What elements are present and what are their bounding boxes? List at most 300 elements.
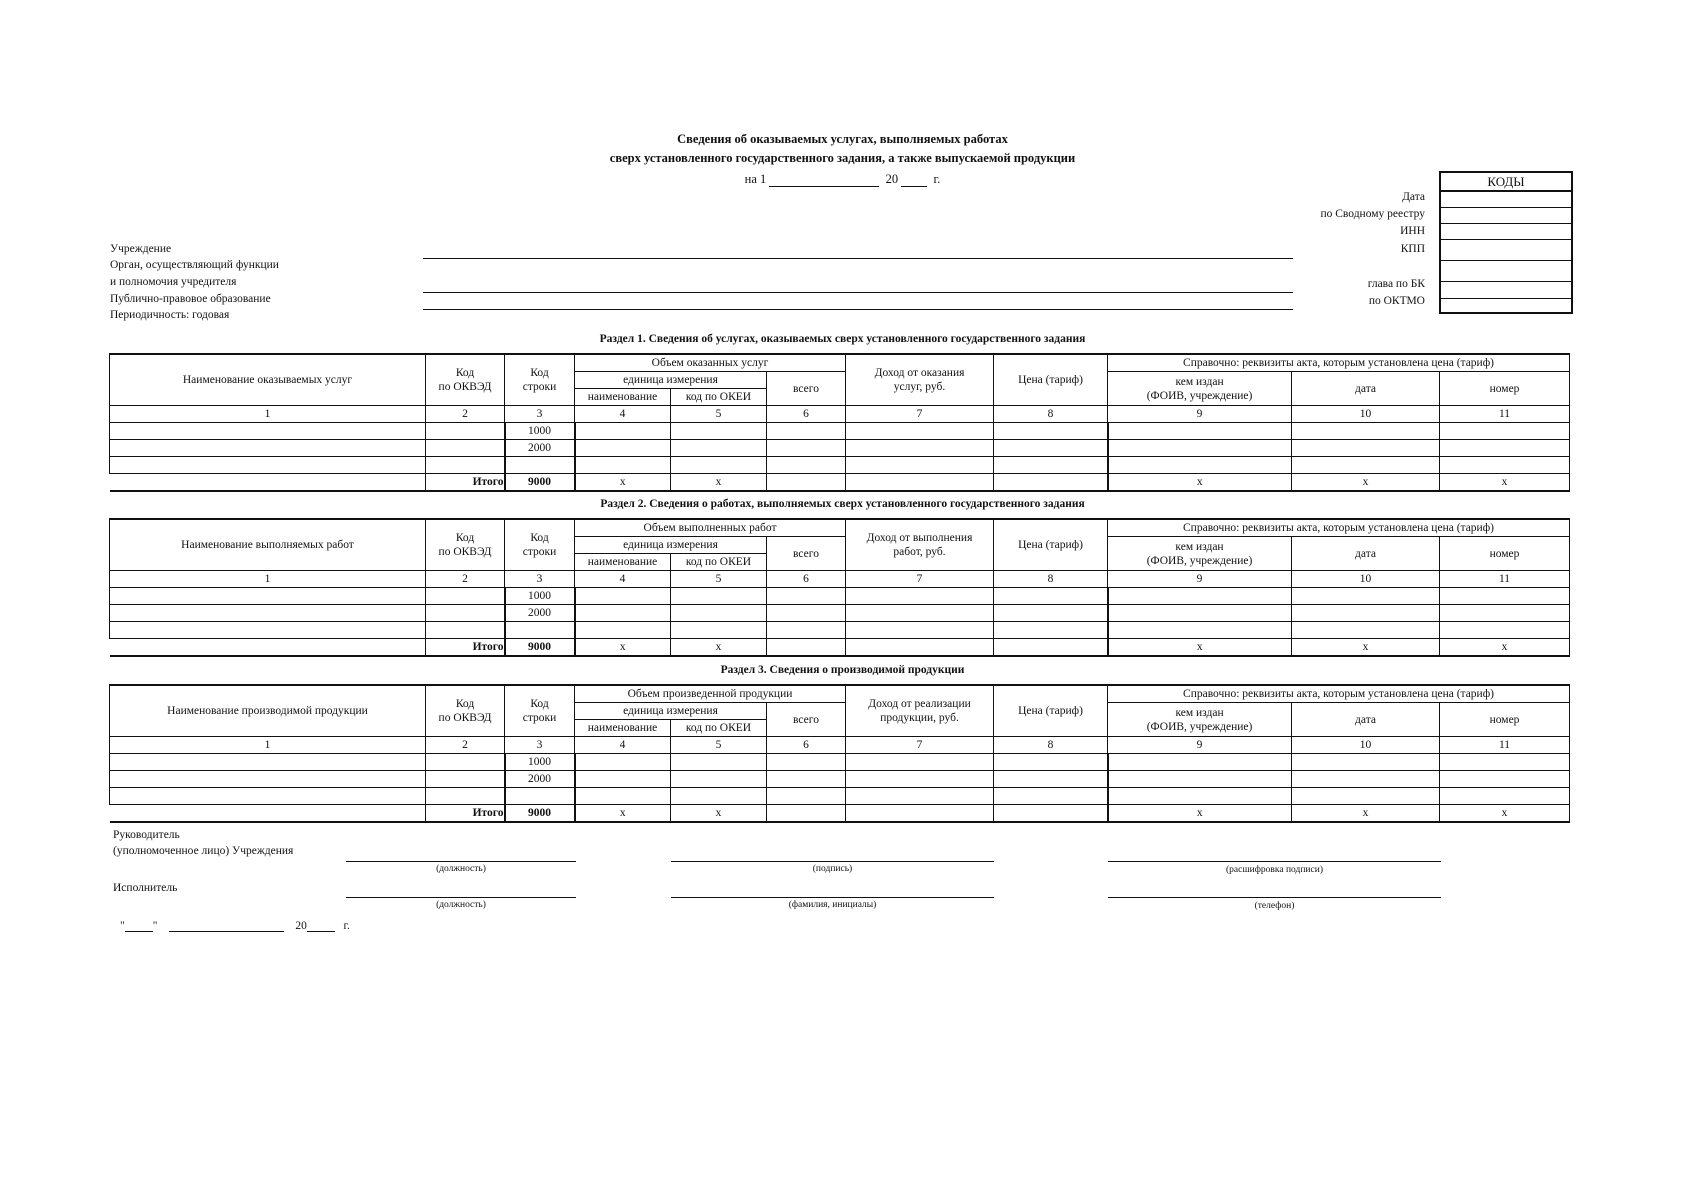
table-cell[interactable] [110, 457, 426, 474]
table-cell[interactable] [846, 605, 994, 622]
table-cell[interactable] [575, 754, 671, 771]
table-cell[interactable] [426, 771, 505, 788]
table-cell[interactable] [767, 622, 846, 639]
table-cell[interactable] [1292, 788, 1440, 805]
table-cell[interactable] [671, 788, 767, 805]
code-label-date: Дата [1402, 191, 1425, 203]
table-cell[interactable] [767, 788, 846, 805]
table-row [110, 771, 1570, 788]
table-cell[interactable] [846, 788, 994, 805]
table-cell[interactable] [1108, 588, 1292, 605]
table-cell[interactable] [575, 440, 671, 457]
total-volume-header: всего [767, 372, 846, 406]
price-header: Цена (тариф) [994, 354, 1108, 406]
table-cell [505, 788, 575, 805]
issued-by-line1: кем издан [1175, 540, 1224, 553]
line-code-header [505, 519, 575, 571]
table-cell[interactable] [110, 622, 426, 639]
column-number: 11 [1440, 571, 1570, 588]
income-header-line2: услуг, руб. [893, 381, 946, 393]
column-number: 1 [110, 737, 426, 754]
executor-label: Исполнитель [113, 882, 178, 894]
date-suffix: г. [933, 172, 941, 186]
code-cell-inn[interactable] [1441, 224, 1571, 240]
okved-header-line2: по ОКВЭД [438, 712, 492, 724]
head-decoding-field[interactable] [1108, 861, 1441, 862]
table-cell[interactable] [575, 423, 671, 440]
form-title-line2: сверх установленного государственного задания, а также выпускаемой продукции [609, 151, 1076, 165]
section-3-table [109, 684, 1570, 823]
name-header: Наименование оказываемых услуг [110, 354, 426, 406]
table-cell[interactable] [110, 771, 426, 788]
x-mark: x [575, 639, 671, 657]
date-day-month-field[interactable] [769, 174, 879, 187]
reference-header: Справочно: реквизиты акта, которым установлена цена (тариф) [1108, 354, 1570, 372]
table-cell[interactable] [1440, 457, 1570, 474]
table-cell[interactable] [575, 457, 671, 474]
head-signature-field[interactable] [671, 861, 994, 862]
column-number: 8 [994, 406, 1108, 423]
column-number: 5 [671, 571, 767, 588]
line-code-header-line2: строки [522, 712, 557, 724]
code-label-kpp: КПП [1400, 243, 1425, 255]
table-cell[interactable] [994, 423, 1108, 440]
column-number: 8 [994, 737, 1108, 754]
table-cell[interactable] [767, 440, 846, 457]
line-code-header [505, 685, 575, 737]
total-row [110, 639, 1570, 657]
volume-header: Объем произведенной продукции [575, 685, 846, 703]
table-cell[interactable] [1440, 788, 1570, 805]
code-label-inn: ИНН [1400, 225, 1425, 237]
column-number: 1 [110, 571, 426, 588]
table-cell[interactable] [1108, 622, 1292, 639]
code-label-registry: по Сводному реестру [1320, 208, 1425, 220]
table-row [110, 788, 1570, 805]
executor-position-field[interactable] [346, 897, 576, 898]
code-cell-registry[interactable] [1441, 208, 1571, 224]
section-2-title: Раздел 2. Сведения о работах, выполняемых сверх установленного государственного задания [600, 498, 1085, 510]
head-label-2: (уполномоченное лицо) Учреждения [113, 845, 294, 857]
column-number: 7 [846, 571, 994, 588]
table-cell[interactable] [426, 605, 505, 622]
okved-header [426, 519, 505, 571]
table-cell[interactable] [767, 771, 846, 788]
column-number: 5 [671, 737, 767, 754]
issued-by-header [1108, 703, 1292, 737]
income-header-line2: работ, руб. [893, 546, 946, 558]
table-cell[interactable] [671, 423, 767, 440]
act-date-header: дата [1292, 703, 1440, 737]
table-cell[interactable] [575, 588, 671, 605]
date-year-prefix: 20 [885, 172, 899, 186]
table-cell[interactable] [846, 440, 994, 457]
volume-header: Объем оказанных услуг [575, 354, 846, 372]
executor-name-field[interactable] [671, 897, 994, 898]
line-code-header [505, 354, 575, 406]
section-1-table [109, 353, 1570, 492]
report-date [0, 172, 1685, 187]
table-row [110, 622, 1570, 639]
executor-name-caption: (фамилия, инициалы) [788, 900, 877, 910]
column-number: 10 [1292, 406, 1440, 423]
sign-year-suffix: г. [343, 920, 350, 932]
column-number: 7 [846, 737, 994, 754]
column-number: 3 [505, 571, 575, 588]
table-cell[interactable] [994, 754, 1108, 771]
table-cell[interactable] [994, 788, 1108, 805]
unit-header: единица измерения [575, 372, 767, 389]
column-number: 3 [505, 737, 575, 754]
x-mark: x [1108, 639, 1292, 657]
unit-name-header: наименование [575, 554, 671, 571]
table-cell[interactable] [110, 440, 426, 457]
table-cell[interactable] [575, 605, 671, 622]
date-year-field[interactable] [901, 174, 927, 187]
column-number: 3 [505, 406, 575, 423]
total-volume-header: всего [767, 537, 846, 571]
sign-month-field[interactable] [169, 919, 284, 932]
table-cell[interactable] [846, 639, 994, 657]
total-code: 9000 [505, 474, 575, 492]
date-prefix: на 1 [744, 172, 767, 186]
column-number: 10 [1292, 737, 1440, 754]
table-cell[interactable] [846, 754, 994, 771]
codes-box [1439, 171, 1573, 314]
total-spacer [110, 805, 426, 823]
column-number: 1 [110, 406, 426, 423]
table-cell[interactable] [767, 639, 846, 657]
table-cell: 2000 [505, 605, 575, 622]
table-cell: 2000 [505, 440, 575, 457]
table-cell[interactable] [1108, 754, 1292, 771]
table-cell[interactable] [110, 605, 426, 622]
issued-by-line1: кем издан [1175, 375, 1224, 388]
column-number: 5 [671, 406, 767, 423]
column-number: 6 [767, 571, 846, 588]
public-entity-field[interactable] [423, 309, 1293, 310]
income-header-line1: Доход от реализации [868, 698, 971, 710]
table-cell[interactable] [671, 605, 767, 622]
x-mark: x [671, 805, 767, 823]
line-code-header-line1: Код [530, 367, 549, 379]
institution-label: Учреждение [110, 243, 172, 255]
table-cell[interactable] [575, 788, 671, 805]
issued-by-header [1108, 537, 1292, 571]
okved-header-line1: Код [455, 698, 475, 710]
column-number: 9 [1108, 737, 1292, 754]
table-cell[interactable] [994, 605, 1108, 622]
table-cell[interactable] [575, 622, 671, 639]
table-cell[interactable] [846, 771, 994, 788]
table-cell[interactable] [846, 474, 994, 492]
table-cell[interactable] [1108, 457, 1292, 474]
table-cell[interactable] [994, 771, 1108, 788]
table-cell[interactable] [426, 423, 505, 440]
table-cell[interactable] [1440, 605, 1570, 622]
x-mark: x [1440, 805, 1570, 823]
act-number-header: номер [1440, 703, 1570, 737]
table-cell[interactable] [994, 639, 1108, 657]
head-label-1: Руководитель [113, 829, 180, 841]
sign-date [120, 919, 350, 932]
okved-header-line2: по ОКВЭД [438, 546, 492, 558]
table-cell[interactable] [846, 805, 994, 823]
section-3-title: Раздел 3. Сведения о производимой продукции [720, 664, 965, 676]
issued-by-line2: (ФОИВ, учреждение) [1146, 720, 1253, 733]
x-mark: x [1292, 805, 1440, 823]
head-position-caption: (должность) [436, 864, 486, 874]
table-cell[interactable] [671, 440, 767, 457]
table-cell[interactable] [110, 788, 426, 805]
table-cell[interactable] [1108, 440, 1292, 457]
table-cell[interactable] [671, 622, 767, 639]
table-cell[interactable] [671, 754, 767, 771]
table-cell: 1000 [505, 423, 575, 440]
line-code-header-line2: строки [522, 546, 557, 558]
authority-label-1: Орган, осуществляющий функции [110, 259, 279, 271]
code-label-bk: глава по БК [1367, 278, 1425, 290]
column-number: 4 [575, 406, 671, 423]
x-mark: x [1108, 805, 1292, 823]
total-spacer [110, 639, 426, 657]
table-cell[interactable] [110, 754, 426, 771]
okved-header-line1: Код [455, 532, 475, 544]
unit-name-header: наименование [575, 720, 671, 737]
public-entity-label: Публично-правовое образование [110, 293, 271, 305]
table-cell[interactable] [846, 423, 994, 440]
table-cell[interactable] [1440, 622, 1570, 639]
unit-okei-header: код по ОКЕИ [671, 554, 767, 571]
income-header-line1: Доход от оказания [874, 367, 965, 379]
unit-okei-header: код по ОКЕИ [671, 389, 767, 406]
table-cell[interactable] [1292, 771, 1440, 788]
column-number: 11 [1440, 737, 1570, 754]
table-cell [505, 622, 575, 639]
column-number: 11 [1440, 406, 1570, 423]
column-number: 2 [426, 406, 505, 423]
okved-header-line1: Код [455, 367, 475, 379]
x-mark: x [1292, 474, 1440, 492]
issued-by-line2: (ФОИВ, учреждение) [1146, 389, 1253, 402]
x-mark: x [1440, 474, 1570, 492]
institution-field[interactable] [423, 258, 1293, 259]
okved-header-line2: по ОКВЭД [438, 381, 492, 393]
act-date-header: дата [1292, 537, 1440, 571]
reference-header: Справочно: реквизиты акта, которым установлена цена (тариф) [1108, 685, 1570, 703]
table-cell[interactable] [1292, 440, 1440, 457]
column-number: 9 [1108, 571, 1292, 588]
table-cell[interactable] [767, 474, 846, 492]
total-code: 9000 [505, 805, 575, 823]
table-row [110, 423, 1570, 440]
column-number: 4 [575, 571, 671, 588]
act-number-header: номер [1440, 372, 1570, 406]
table-cell[interactable] [671, 588, 767, 605]
form-title-line1: Сведения об оказываемых услугах, выполняемых работах [677, 132, 1008, 146]
income-header [846, 519, 994, 571]
column-number: 10 [1292, 571, 1440, 588]
table-cell[interactable] [1292, 588, 1440, 605]
table-cell[interactable] [767, 805, 846, 823]
code-cell-empty[interactable] [1441, 299, 1571, 312]
issued-by-line2: (ФОИВ, учреждение) [1146, 554, 1253, 567]
line-code-header-line2: строки [522, 381, 557, 393]
table-cell[interactable] [767, 588, 846, 605]
table-cell[interactable] [767, 605, 846, 622]
table-row [110, 588, 1570, 605]
table-cell[interactable] [1440, 754, 1570, 771]
x-mark: x [671, 474, 767, 492]
table-cell[interactable] [1292, 457, 1440, 474]
table-cell[interactable] [994, 440, 1108, 457]
table-cell[interactable] [1108, 605, 1292, 622]
table-cell[interactable] [426, 754, 505, 771]
table-cell[interactable] [1292, 423, 1440, 440]
executor-position-caption: (должность) [436, 900, 486, 910]
table-cell[interactable] [767, 423, 846, 440]
table-cell [505, 457, 575, 474]
sign-year-prefix: 20 [295, 920, 307, 932]
table-cell[interactable] [1440, 588, 1570, 605]
section-1-title: Раздел 1. Сведения об услугах, оказываемых сверх установленного государственного задания [599, 333, 1086, 345]
authority-field[interactable] [423, 292, 1293, 293]
head-decoding-caption: (расшифровка подписи) [1226, 865, 1323, 875]
income-header-line1: Доход от выполнения [866, 532, 973, 544]
column-number: 7 [846, 406, 994, 423]
section-2-table [109, 518, 1570, 657]
table-cell[interactable] [671, 771, 767, 788]
executor-phone-caption: (телефон) [1254, 901, 1295, 911]
table-cell[interactable] [767, 754, 846, 771]
issued-by-line1: кем издан [1175, 706, 1224, 719]
table-cell: 1000 [505, 754, 575, 771]
table-cell[interactable] [1440, 771, 1570, 788]
column-number: 4 [575, 737, 671, 754]
column-number: 8 [994, 571, 1108, 588]
table-cell[interactable] [767, 457, 846, 474]
okved-header [426, 354, 505, 406]
income-header [846, 354, 994, 406]
name-header: Наименование производимой продукции [110, 685, 426, 737]
table-cell[interactable] [110, 588, 426, 605]
table-cell[interactable] [1292, 754, 1440, 771]
line-code-header-line1: Код [530, 532, 549, 544]
quote-close: " [152, 920, 158, 932]
table-cell[interactable] [426, 457, 505, 474]
head-position-field[interactable] [346, 861, 576, 862]
sign-day-field[interactable] [125, 919, 153, 932]
unit-header: единица измерения [575, 537, 767, 554]
total-label: Итого [426, 805, 505, 823]
table-cell[interactable] [426, 588, 505, 605]
volume-header: Объем выполненных работ [575, 519, 846, 537]
table-cell[interactable] [1292, 605, 1440, 622]
table-cell[interactable] [994, 622, 1108, 639]
table-cell[interactable] [846, 588, 994, 605]
table-cell: 1000 [505, 588, 575, 605]
table-cell[interactable] [110, 423, 426, 440]
total-label: Итого [426, 639, 505, 657]
unit-okei-header: код по ОКЕИ [671, 720, 767, 737]
total-volume-header: всего [767, 703, 846, 737]
table-cell[interactable] [994, 474, 1108, 492]
column-number: 2 [426, 571, 505, 588]
code-cell-kpp[interactable] [1441, 240, 1571, 261]
table-cell[interactable] [846, 622, 994, 639]
table-cell[interactable] [671, 457, 767, 474]
table-cell[interactable] [426, 440, 505, 457]
x-mark: x [671, 639, 767, 657]
table-cell[interactable] [1108, 423, 1292, 440]
income-header-line2: продукции, руб. [880, 712, 959, 724]
reference-header: Справочно: реквизиты акта, которым установлена цена (тариф) [1108, 519, 1570, 537]
code-cell-bk[interactable] [1441, 261, 1571, 282]
table-cell[interactable] [994, 588, 1108, 605]
table-row [110, 457, 1570, 474]
periodicity-label: Периодичность: годовая [110, 309, 230, 321]
line-code-header-line1: Код [530, 698, 549, 710]
table-cell[interactable] [575, 771, 671, 788]
table-cell[interactable] [426, 788, 505, 805]
table-cell[interactable] [1292, 622, 1440, 639]
total-code: 9000 [505, 639, 575, 657]
table-cell[interactable] [994, 457, 1108, 474]
unit-name-header: наименование [575, 389, 671, 406]
okved-header [426, 685, 505, 737]
column-number: 6 [767, 737, 846, 754]
table-cell[interactable] [426, 622, 505, 639]
code-cell-date[interactable] [1441, 192, 1571, 208]
quote-open: " [120, 920, 125, 932]
act-date-header: дата [1292, 372, 1440, 406]
table-row [110, 754, 1570, 771]
x-mark: x [575, 805, 671, 823]
act-number-header: номер [1440, 537, 1570, 571]
table-cell[interactable] [1108, 771, 1292, 788]
table-row [110, 605, 1570, 622]
total-spacer [110, 474, 426, 492]
x-mark: x [575, 474, 671, 492]
codes-header: КОДЫ [1441, 173, 1571, 192]
income-header [846, 685, 994, 737]
code-label-oktmo: по ОКТМО [1368, 295, 1425, 307]
x-mark: x [1292, 639, 1440, 657]
code-cell-oktmo[interactable] [1441, 282, 1571, 299]
table-cell[interactable] [1440, 423, 1570, 440]
table-row [110, 440, 1570, 457]
authority-label-2: и полномочия учредителя [110, 276, 237, 288]
table-cell[interactable] [994, 805, 1108, 823]
executor-phone-field[interactable] [1108, 897, 1441, 898]
table-cell[interactable] [846, 457, 994, 474]
x-mark: x [1108, 474, 1292, 492]
total-label: Итого [426, 474, 505, 492]
table-cell[interactable] [1440, 440, 1570, 457]
table-cell[interactable] [1108, 788, 1292, 805]
total-row [110, 805, 1570, 823]
x-mark: x [1440, 639, 1570, 657]
issued-by-header [1108, 372, 1292, 406]
price-header: Цена (тариф) [994, 685, 1108, 737]
price-header: Цена (тариф) [994, 519, 1108, 571]
head-signature-caption: (подпись) [812, 864, 853, 874]
sign-year-field[interactable] [307, 919, 335, 932]
table-cell: 2000 [505, 771, 575, 788]
unit-header: единица измерения [575, 703, 767, 720]
column-number: 6 [767, 406, 846, 423]
name-header: Наименование выполняемых работ [110, 519, 426, 571]
